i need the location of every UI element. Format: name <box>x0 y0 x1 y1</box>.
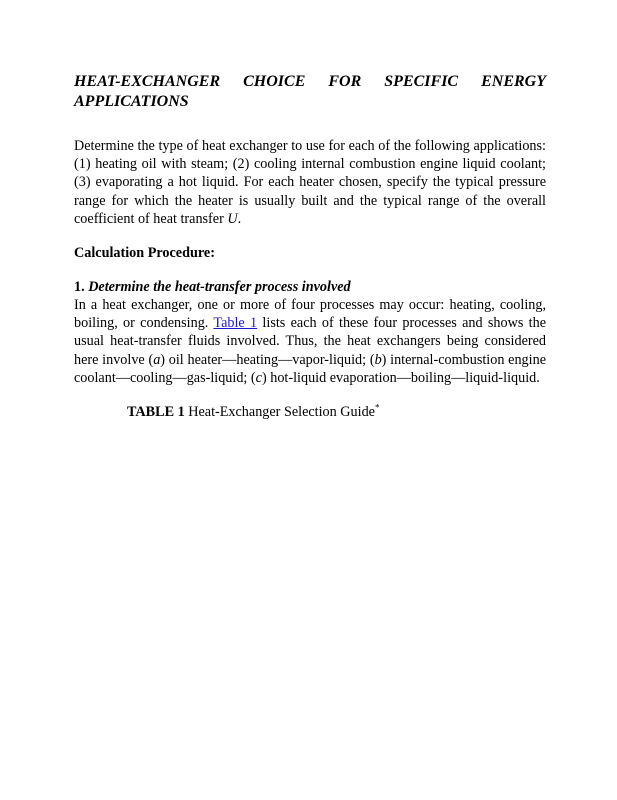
table-1-footnote-mark: * <box>374 402 380 413</box>
step-1-title: Determine the heat-transfer process involved <box>88 279 351 296</box>
document-title <box>74 72 546 112</box>
title-line-1: HEAT-EXCHANGER CHOICE FOR SPECIFIC ENERGY <box>74 73 546 90</box>
step-1-body-part-1: In a heat exchanger, one or more of four processes may occur: heating, cooling, boiling, or condensing. <box>74 297 546 332</box>
step-1-body-part-2: lists each of these four processes and shows the usual heat-transfer fluids involved. Thus, the heat exchangers being considered here involve ( <box>74 315 547 368</box>
step-1-body <box>74 296 546 387</box>
table-1-title: Heat-Exchanger Selection Guide <box>184 404 375 421</box>
problem-statement-text: Determine the type of heat exchanger to use for each of the following applications: (1) heating oil with steam; (2) cooling internal combustion engine liquid coolant; (3) evaporating a hot liquid. For each heater chosen, specify the typical pressure range for which the heater is usually built and the typical range of the overall coefficient of heat transfer <box>74 138 546 227</box>
table-1-caption <box>127 403 546 421</box>
problem-statement-end: . <box>237 210 242 227</box>
item-b-letter: b <box>374 351 382 368</box>
table-1-label: TABLE 1 <box>127 404 185 421</box>
item-c-letter: c <box>255 369 262 386</box>
step-1-heading <box>74 278 546 296</box>
title-line-2: APPLICATIONS <box>74 93 189 110</box>
calculation-procedure-heading: Calculation Procedure: <box>74 245 215 262</box>
step-1-body-part-5: ) hot-liquid evaporation—boiling—liquid-liquid. <box>261 369 540 386</box>
item-a-letter: a <box>153 351 161 368</box>
document-page <box>74 72 546 421</box>
table-1-link[interactable]: Table 1 <box>213 315 258 332</box>
problem-statement <box>74 137 546 228</box>
step-1-body-part-3: ) oil heater—heating—vapor-liquid; ( <box>160 351 375 368</box>
u-variable: U <box>227 210 238 227</box>
step-1-number: 1. <box>74 279 85 296</box>
step-1-body-part-4: ) internal-combustion engine coolant—cooling—gas-liquid; ( <box>74 351 546 386</box>
